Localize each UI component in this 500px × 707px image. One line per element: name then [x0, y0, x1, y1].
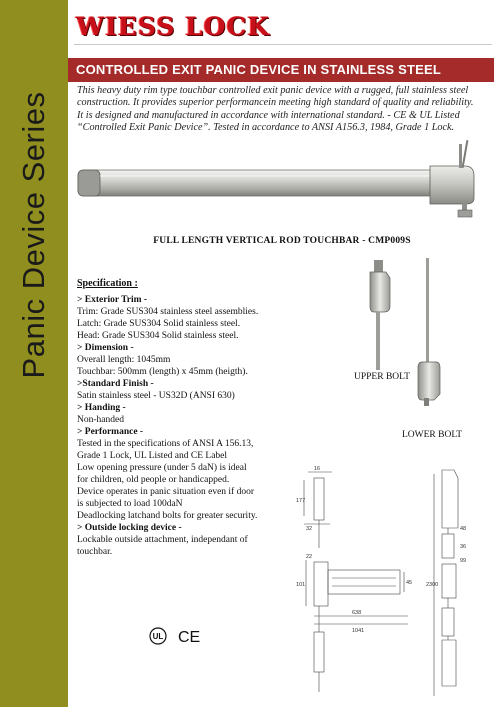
series-title: Panic Device Series [16, 91, 51, 379]
touchbar-illustration [70, 140, 490, 230]
spec-line: is subjected to load 100daN [77, 499, 183, 509]
spec-line: for children, old people or handicapped. [77, 475, 230, 485]
spec-line: Deadlocking latchand bolts for greater security. [77, 511, 258, 521]
dim-label: 16 [314, 466, 321, 472]
dim-label: 2300 [426, 582, 439, 588]
intro-line: It is designed and manufactured in accordance with international standard. - CE & UL Listed [77, 109, 460, 121]
spec-line: Overall length: 1045mm [77, 355, 171, 365]
dim-label: 177 [296, 498, 306, 504]
ce-icon [178, 629, 200, 646]
dim-label: 1041 [352, 628, 365, 634]
intro-line: construction. It provides superior performancein meeting high standard of quality and reliability. [77, 97, 474, 109]
dim-label: 22 [306, 554, 313, 560]
spec-line: Tested in the specifications of ANSI A 156.13, [77, 439, 254, 449]
page-title: CONTROLLED EXIT PANIC DEVICE IN STAINLESS STEEL [76, 62, 442, 77]
dim-label: 32 [306, 526, 313, 532]
svg-text:CE: CE [178, 629, 201, 646]
spec-heading: Specification : [77, 278, 138, 289]
spec-line: Trim: Grade SUS304 stainless steel assemblies. [77, 307, 259, 317]
spec-line: Head: Grade SUS304 Solid stainless steel. [77, 331, 239, 341]
dim-label: 48 [460, 526, 467, 532]
spec-line: Device operates in panic situation even if door [77, 487, 255, 497]
spec-line: >Standard Finish - [77, 379, 154, 389]
dim-label: 101 [296, 582, 306, 588]
spec-line: Lockable outside attachment, independant of [77, 535, 248, 545]
spec-line: touchbar. [77, 547, 113, 557]
brand-logo [76, 12, 270, 46]
spec-line: Low opening pressure (under 5 daN) is ideal [77, 463, 247, 473]
intro-line: This heavy duty rim type touchbar controlled exit panic device with a rugged, full stainless steel [77, 85, 469, 96]
intro-paragraph [77, 85, 489, 135]
lower-bolt-icon [418, 258, 440, 406]
svg-text:UL: UL [152, 632, 164, 641]
sidebar-band [0, 0, 68, 707]
spec-line: Grade 1 Lock, UL Listed and CE Label [77, 451, 228, 461]
header-divider [74, 44, 492, 45]
bolts-illustration [360, 258, 470, 408]
spec-line: Non-handed [77, 415, 124, 425]
spec-line: > Exterior Trim - [77, 295, 148, 305]
upper-bolt-label: UPPER BOLT [354, 372, 410, 382]
spec-line: Latch: Grade SUS304 Solid stainless steel. [77, 319, 241, 329]
logo-text: WIESS LOCK [76, 12, 271, 41]
ul-icon [150, 628, 166, 644]
dim-label: 638 [352, 610, 362, 616]
spec-line: > Handing - [77, 403, 126, 413]
certification-marks [148, 625, 208, 647]
spec-line: > Performance - [77, 427, 144, 437]
title-bar [68, 58, 494, 82]
dim-label: 36 [460, 544, 467, 550]
product-caption: FULL LENGTH VERTICAL ROD TOUCHBAR - CMP009S [153, 236, 411, 246]
spec-line: Touchbar: 500mm (length) x 45mm (heigth). [77, 367, 248, 377]
lower-bolt-label: LOWER BOLT [402, 430, 463, 440]
intro-line: “Controlled Exit Panic Device”. Tested in accordance to ANSI A156.3, 1984, Grade 1 Lock. [77, 122, 455, 134]
spec-line: > Dimension - [77, 343, 134, 353]
dim-label: 99 [460, 558, 467, 564]
specification-block [77, 278, 307, 558]
spec-line: Satin stainless steel - US32D (ANSI 630) [77, 391, 235, 401]
spec-line: > Outside locking device - [77, 523, 182, 533]
technical-drawing [292, 464, 472, 704]
upper-bolt-icon [370, 260, 390, 370]
dim-label: 45 [406, 580, 413, 586]
